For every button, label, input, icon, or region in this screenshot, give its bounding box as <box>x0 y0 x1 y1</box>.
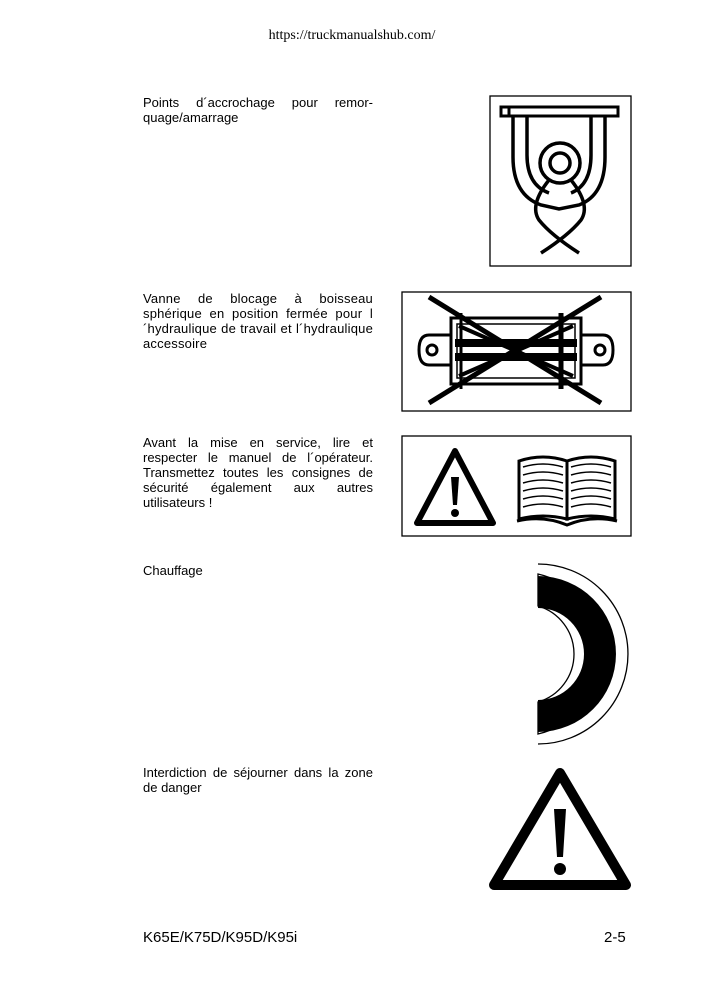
item-2-description: Vanne de blocage à boisseau sphérique en position fermée pour l´hydraulique de travail et l´hydraulique accessoire <box>143 291 373 351</box>
heating-icon <box>532 558 634 750</box>
item-3-description: Avant la mise en service, lire et respecter le manuel de l´opérateur. Transmettez toutes les consignes de sécurité également aux autres utilisateurs ! <box>143 435 373 510</box>
source-url[interactable]: https://truckmanualshub.com/ <box>268 28 436 43</box>
item-4-description: Chauffage <box>143 563 203 578</box>
closed-ball-valve-icon <box>401 291 632 412</box>
hook-lashing-point-icon <box>489 95 632 267</box>
model-footer: K65E/K75D/K95D/K95i <box>143 929 298 946</box>
danger-zone-warning-icon <box>488 765 633 892</box>
page-number: 2-5 <box>604 929 626 946</box>
item-1-description: Points d´accrochage pour remor-quage/amarrage <box>143 95 373 125</box>
item-5-description: Interdiction de séjourner dans la zone de danger <box>143 765 373 795</box>
read-manual-warning-icon <box>401 435 632 537</box>
